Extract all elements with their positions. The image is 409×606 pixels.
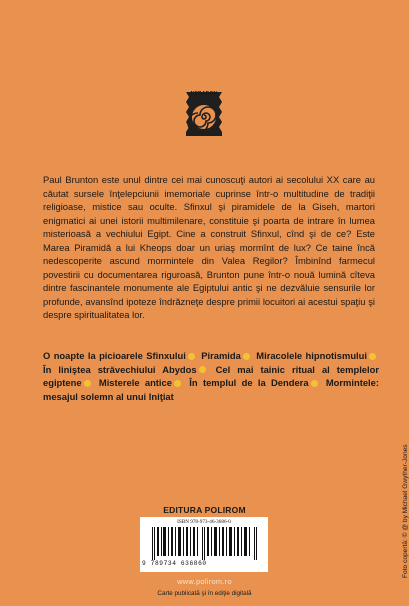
chapter-item: Piramida <box>201 350 241 361</box>
publisher-name: EDITURA POLIROM <box>163 505 246 515</box>
photo-credit: Foto copertă: © @ by Michael Gwyther-Jones <box>402 444 409 578</box>
isbn-label: ISBN 978-973-46-3686-0 <box>177 519 231 525</box>
bullet-icon <box>311 380 318 387</box>
barcode-block <box>140 517 268 572</box>
bullet-icon <box>174 380 181 387</box>
chapter-item: Cel mai tainic ritual al templelor egiptene <box>43 363 379 388</box>
book-description: Paul Brunton este unul dintre cei mai cunoscuţi autori ai secolului XX care au căutat sursele înţelepciunii imemoriale cuprinse într-o multitudine de tradiţii religioase, mistice sau oculte. Sfinxul şi piramidele de la Giseh, martori enigmatici ai unei istorii multimilenare, constituie şi poarta de intrare în lumea misterioasă a vechiului Egipt. Cine a construit Sfinxul, cînd şi de ce? Este Marea Piramidă a lui Kheops doar un uriaş mormînt de lux? Ce taine încă nedescoperite ascund mormintele din Valea Regilor? Îmbinînd farmecul povestirii cu documentarea riguroasă, Brunton pune într-o nouă lumină cîteva dintre fascinantele monumente ale Egiptului antic şi ne dezvăluie sensurile lor profunde, avansînd ipoteze îndrăzneţe despre primii locuitori ai acestui spaţiu şi despre spiritualitatea lor. <box>43 174 375 320</box>
bullet-icon <box>199 366 206 373</box>
chapter-item: Miracolele hipnotismului <box>256 350 367 361</box>
barcode-number: 9 789734 636860 <box>142 560 207 567</box>
chapter-item: Misterele antice <box>98 377 172 388</box>
chapter-item: O noapte la picioarele Sfinxului <box>43 350 186 361</box>
bullet-icon <box>188 353 195 360</box>
chapter-item: Mormintele: mesajul solemn al unui Iniţiat <box>43 377 379 402</box>
digital-edition-note: Carte publicată şi în ediţie digitală <box>157 590 252 597</box>
chapter-list <box>43 349 379 403</box>
bullet-icon <box>369 353 376 360</box>
logo-label: NEBADON <box>190 91 218 97</box>
barcode-icon <box>150 527 260 560</box>
bullet-icon <box>84 380 91 387</box>
publisher-website[interactable]: www.polirom.ro <box>177 577 232 586</box>
chapter-item: În templul de la Dendera <box>189 377 309 388</box>
bullet-icon <box>243 353 250 360</box>
chapter-item: În liniştea străvechiului Abydos <box>43 363 197 375</box>
